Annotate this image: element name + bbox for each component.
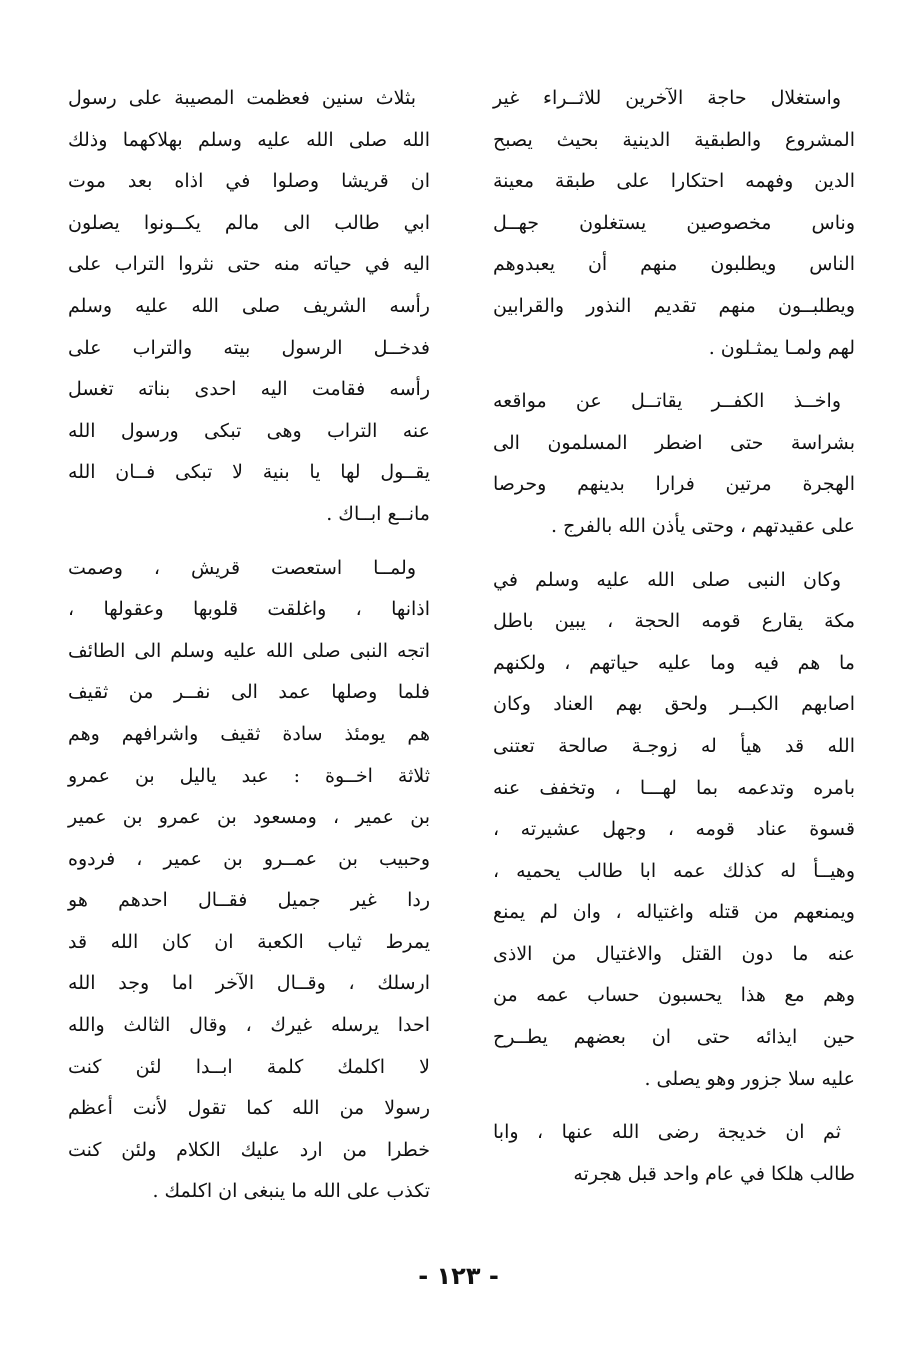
paragraph-gap (493, 369, 855, 381)
text-line: الله قد هيأ له زوجـة صالحة تعتنى (493, 734, 855, 757)
text-line: بشراسة حتى اضطر المسلمون الى (493, 431, 855, 454)
text-line: ولمــا استعصت قريش ، وصمت (68, 556, 416, 579)
text-line: الناس ويطلبون منهم أن يعبدوهم (493, 253, 855, 276)
text-line: وحبيب بن عمــرو بن عمير ، فردوه (68, 847, 430, 870)
paragraph (493, 1112, 855, 1195)
text-line: حين ايذائه حتى ان بعضهم يطــرح (493, 1026, 855, 1049)
text-line: ابي طالب الى مالم يكــونوا يصلون (68, 211, 430, 234)
text-line: على عقيدتهم ، وحتى يأذن الله بالفرج . (550, 514, 855, 537)
paragraph (68, 548, 430, 1214)
paragraph-gap (68, 536, 430, 548)
paragraph (493, 560, 855, 1101)
text-line: طالب هلكا في عام واحد قبل هجرته (573, 1162, 855, 1185)
text-line: لا اكلمك كلمة ابــدا لئن كنت (68, 1055, 430, 1078)
paragraph (68, 78, 430, 536)
text-line: فدخــل الرسول بيته والتراب على (68, 336, 430, 359)
paragraph-gap (493, 548, 855, 560)
text-line: عنه ما دون القتل والاغتيال من الاذى (493, 942, 855, 965)
text-line: تكذب على الله ما ينبغى ان اكلمك . (152, 1180, 430, 1203)
text-line: عنه التراب وهى تبكى ورسول الله (68, 419, 430, 442)
text-line: بن عمير ، ومسعود بن عمرو بن عمير (68, 806, 430, 829)
text-line: رأسه الشريف صلى الله عليه وسلم (68, 294, 430, 317)
text-line: ويطلبــون منهم تقديم النذور والقرابين (493, 294, 855, 317)
text-line: ارسلك ، وقــال الآخر اما وجد الله (68, 972, 430, 995)
right-column (493, 78, 855, 1195)
text-line: مكة يقارع قومه الحجة ، يبين باطل (493, 610, 855, 633)
text-line: وهيــأ له كذلك عمه ابا طالب يحميه ، (493, 859, 855, 882)
paragraph (493, 381, 855, 547)
text-line: اتجه النبى صلى الله عليه وسلم الى الطائف (68, 639, 430, 662)
text-line: يقــول لها يا بنية لا تبكى فــان الله (68, 461, 430, 484)
text-line: فلما وصلها عمد الى نفــر من ثقيف (68, 681, 430, 704)
left-column (68, 78, 430, 1213)
text-line: احدا يرسله غيرك ، وقال الثالث والله (68, 1014, 430, 1037)
text-line: وهم مع هذا يحسبون حساب عمه من (493, 984, 855, 1007)
text-line: قسوة عناد قومه ، وجهل عشيرته ، (493, 818, 855, 841)
text-line: رأسه فقامت اليه احدى بناته تغسل (68, 378, 430, 401)
text-line: مانــع ابــاك . (326, 502, 430, 525)
text-line: بامره وتدعمه بما لهـــا ، وتخفف عنه (493, 776, 855, 799)
text-line: ثلاثة اخــوة : عبد ياليل بن عمرو (68, 764, 430, 787)
text-line: رسولا من الله كما تقول لأنت أعظم (68, 1097, 430, 1120)
text-line: ما هم فيه وما عليه حياتهم ، ولكنهم (493, 651, 855, 674)
page-number: - ١٢٣ - (418, 1262, 499, 1290)
paragraph-gap (493, 1100, 855, 1112)
text-line: اذانها ، واغلقت قلوبها وعقولها ، (68, 598, 430, 621)
text-line: ردا غير جميل فقــال احدهم هو (68, 889, 430, 912)
text-line: اصابهم الكبــر ولحق بهم العناد وكان (493, 693, 855, 716)
text-line: الهجرة مرتين فرارا بدينهم وحرصا (493, 473, 855, 496)
text-line: واخــذ الكفــر يقاتــل عن مواقعه (493, 390, 841, 413)
text-line: هم يومئذ سادة ثقيف واشرافهم وهم (68, 722, 430, 745)
text-line: اليه في حياته منه حتى نثروا التراب على (68, 253, 430, 276)
text-line: لهم ولمـا يمثـلون . (708, 336, 855, 359)
text-line: المشروع والطبقية الدينية بحيث يصبح (493, 128, 855, 151)
text-line: عليه سلا جزور وهو يصلى . (644, 1067, 855, 1090)
text-line: ويمنعهم من قتله واغتياله ، وان لم يمنع (493, 901, 855, 924)
text-line: الدين وفهمه احتكارا على طبقة معينة (493, 170, 855, 193)
text-line: خطرا من ارد عليك الكلام ولئن كنت (68, 1138, 430, 1161)
text-line: واستغلال حاجة الآخرين للاثــراء غير (493, 87, 841, 109)
text-line: وكان النبى صلى الله عليه وسلم في (493, 568, 841, 591)
paragraph (493, 78, 855, 369)
text-line: ان قريشا وصلوا في اذاه بعد موت (68, 170, 430, 193)
text-line: يمرط ثياب الكعبة ان كان الله قد (68, 930, 430, 953)
text-line: بثلاث سنين فعظمت المصيبة على رسول (68, 87, 416, 109)
text-line: وناس مخصوصين يستغلون جهــل (493, 211, 855, 234)
text-line: الله صلى الله عليه وسلم بهلاكهما وذلك (68, 128, 430, 151)
text-line: ثم ان خديجة رضى الله عنها ، وابا (493, 1121, 841, 1144)
